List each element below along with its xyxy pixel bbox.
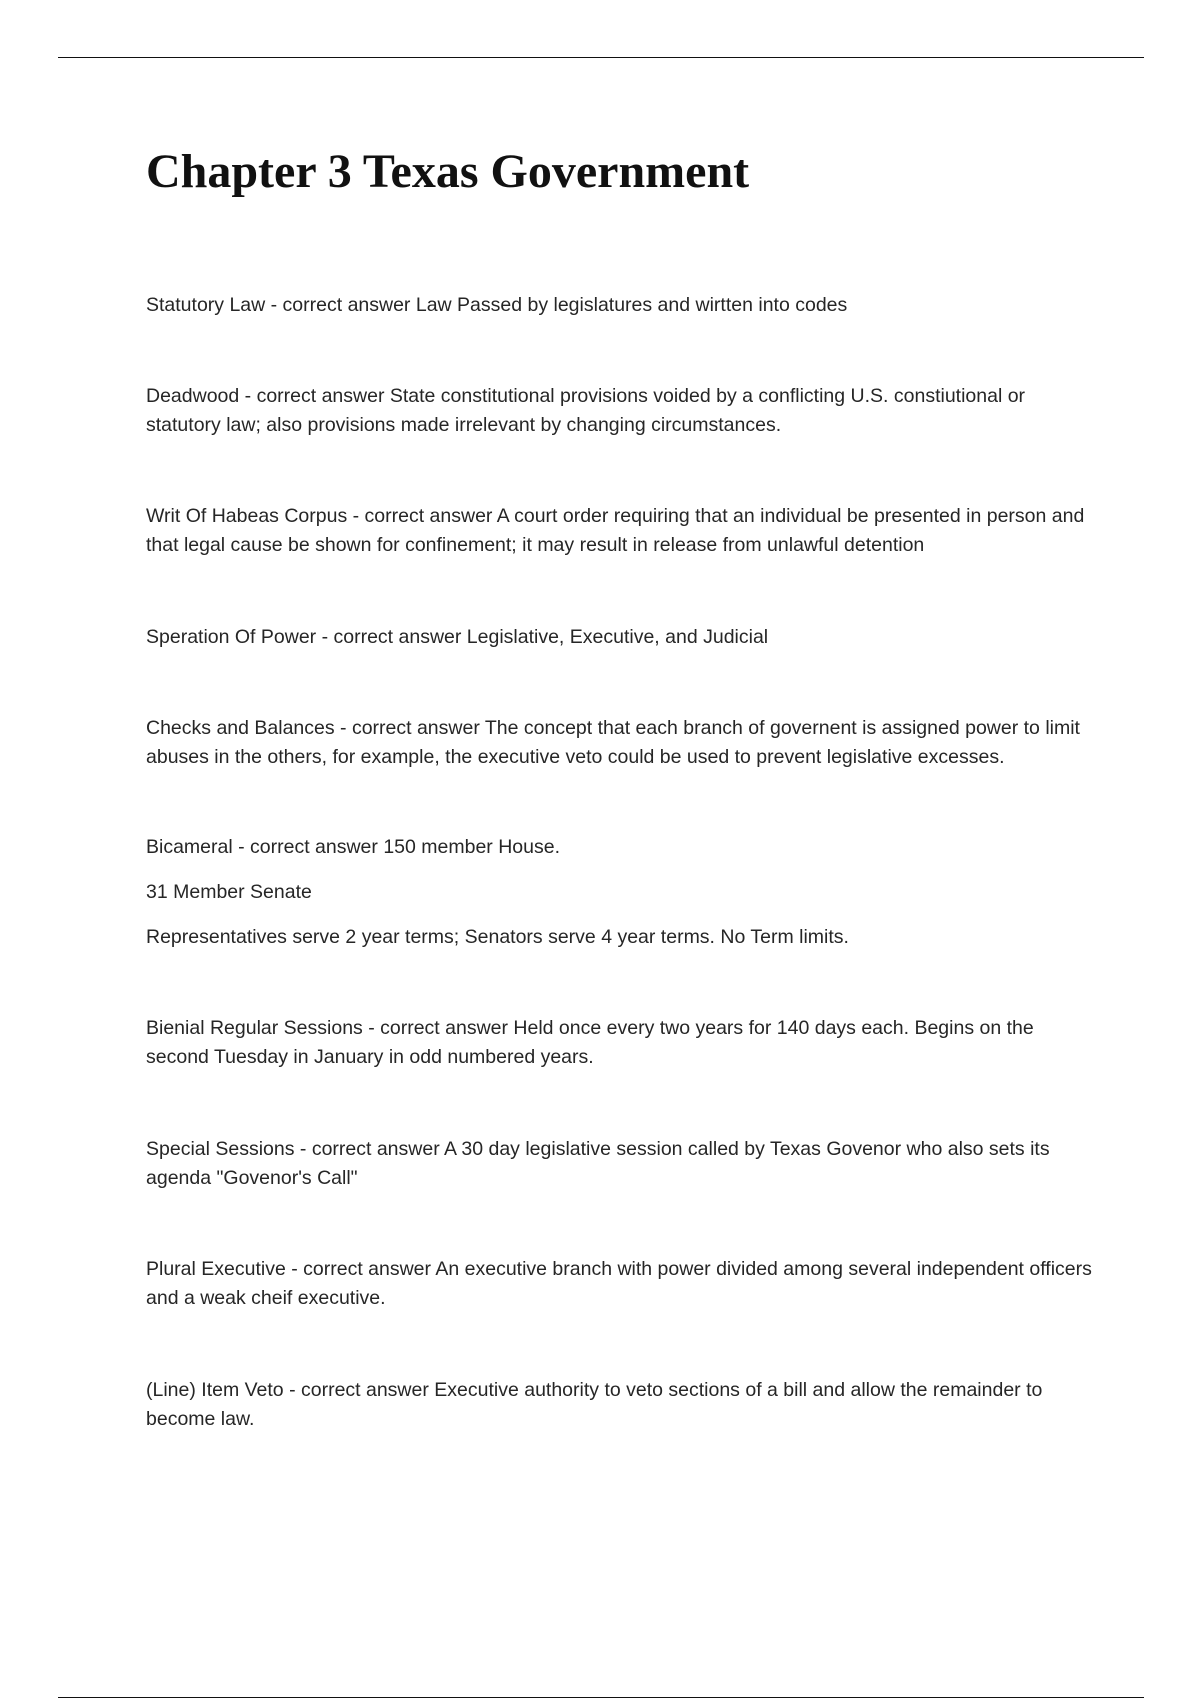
entry-text: Checks and Balances - correct answer The concept that each branch of governent is assigned power to limit abuses in the others, for example, the executive veto could be used to prevent legislative excesses. — [146, 717, 1080, 768]
entry-plural-executive — [146, 1255, 1096, 1313]
entry-separation-of-power — [146, 623, 1096, 652]
entry-text: Bienial Regular Sessions - correct answer Held once every two years for 140 days each. Begins on the second Tuesday in January in odd numbered years. — [146, 1017, 1034, 1068]
bottom-rule — [58, 1697, 1144, 1698]
entry-text: Speration Of Power - correct answer Legislative, Executive, and Judicial — [146, 626, 769, 648]
entry-text: Writ Of Habeas Corpus - correct answer A court order requiring that an individual be presented in person and that legal cause be shown for confinement; it may result in release from unlawful detention — [146, 505, 1085, 556]
entry-text: Deadwood - correct answer State constitutional provisions voided by a conflicting U.S. constiutional or statutory law; also provisions made irrelevant by changing circumstances. — [146, 385, 1026, 436]
entry-text: Representatives serve 2 year terms; Senators serve 4 year terms. No Term limits. — [146, 926, 849, 948]
entry-special-sessions — [146, 1135, 1096, 1193]
entry-deadwood — [146, 382, 1096, 440]
entry-bicameral — [146, 833, 1096, 952]
entry-line-item-veto — [146, 1376, 1096, 1434]
page-title: Chapter 3 Texas Government — [146, 145, 750, 198]
entry-checks-and-balances — [146, 714, 1096, 772]
entry-text: Bicameral - correct answer 150 member House. — [146, 836, 560, 858]
entry-text: (Line) Item Veto - correct answer Executive authority to veto sections of a bill and allow the remainder to become law. — [146, 1379, 1043, 1430]
entry-writ-of-habeas-corpus — [146, 502, 1096, 560]
entry-text: Plural Executive - correct answer An executive branch with power divided among several independent officers and a weak cheif executive. — [146, 1258, 1092, 1309]
entry-text: Special Sessions - correct answer A 30 day legislative session called by Texas Govenor who also sets its agenda "Govenor's Call" — [146, 1138, 1050, 1189]
top-rule — [58, 57, 1144, 58]
entry-biennial-regular-sessions — [146, 1014, 1096, 1072]
entry-text: Statutory Law - correct answer Law Passed by legislatures and wirtten into codes — [146, 294, 848, 316]
entry-text: 31 Member Senate — [146, 881, 312, 903]
entry-statutory-law — [146, 291, 1096, 320]
